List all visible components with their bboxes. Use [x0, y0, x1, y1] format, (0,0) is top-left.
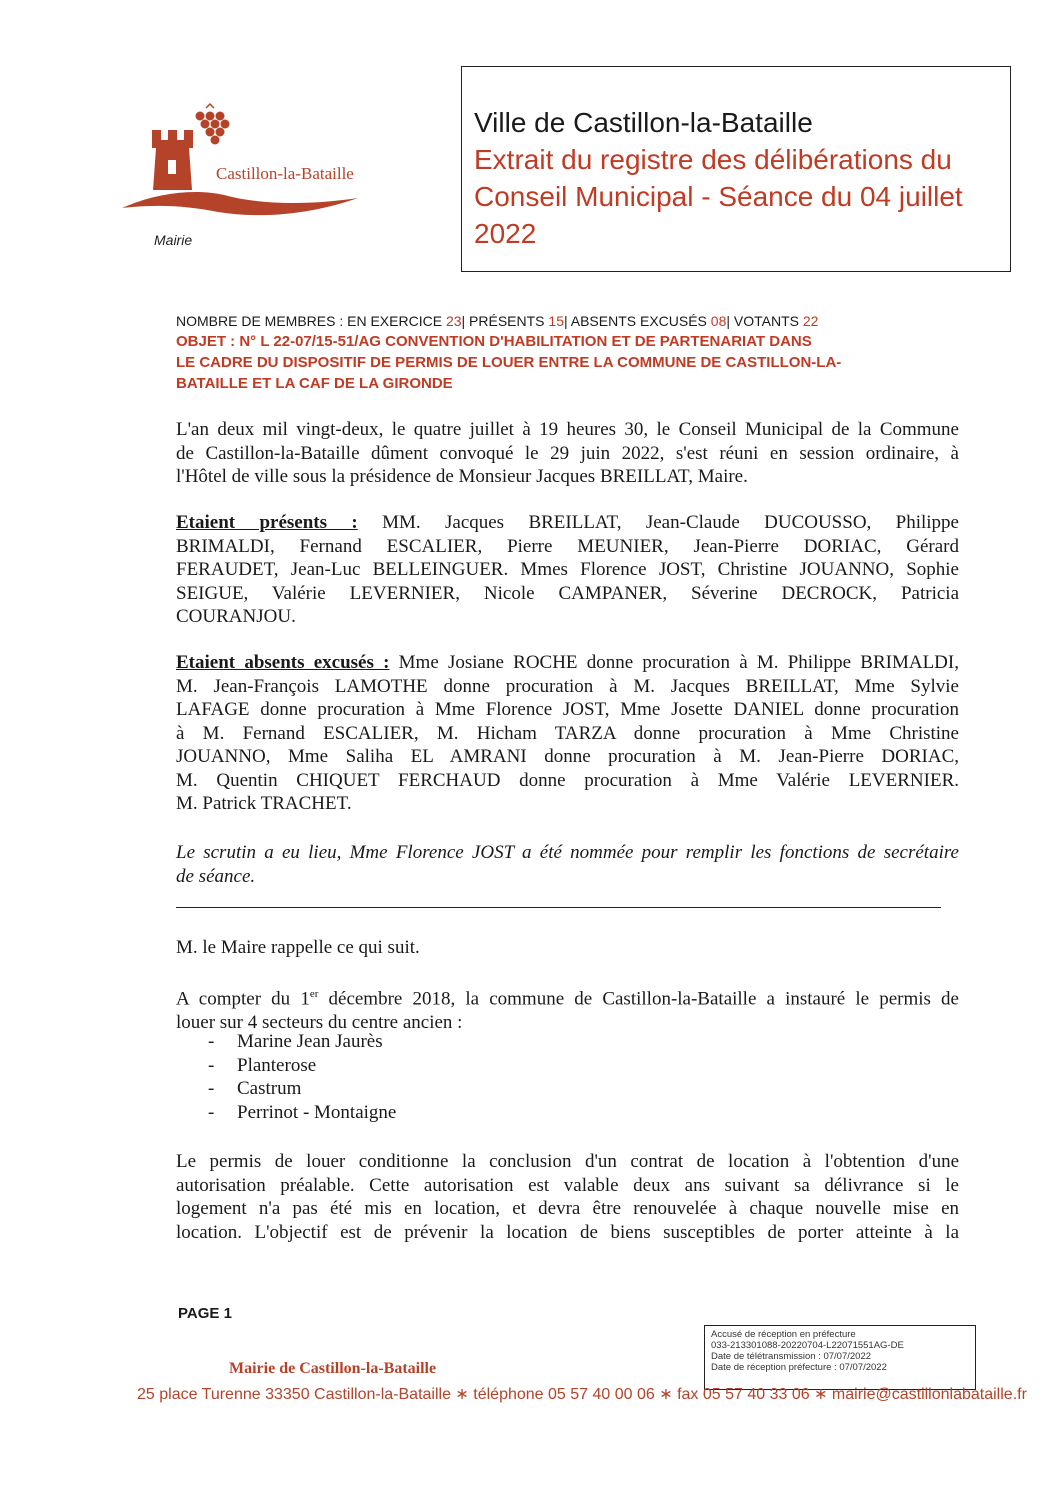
scrutin-paragraph: Le scrutin a eu lieu, Mme Florence JOST a été nommée pour remplir les fonctions de secrétaire de séance.	[176, 842, 959, 887]
rappel-text: M. le Maire rappelle ce qui suit.	[176, 937, 420, 958]
header-title-line3: 2022	[474, 218, 537, 249]
intro-paragraph: L'an deux mil vingt-deux, le quatre juillet à 19 heures 30, le Conseil Municipal de la Commune de Castillon-la-Bataille dûment convoqué le 29 juin 2022, s'est réuni en session ordinaire, à l'Hôtel de ville sous la présidence de Monsieur Jacques BREILLAT, Maire.	[176, 419, 959, 487]
absents-label: Etaient absents excusés :	[176, 652, 390, 673]
deliberation-subject: OBJET : N° L 22-07/15-51/AG CONVENTION D'HABILITATION ET DE PARTENARIAT DANS LE CADRE DU DISPOSITIF DE PERMIS DE LOUER ENTRE LA COMMUNE DE CASTILLON-LA- BATAILLE ET LA CAF DE LA GIRONDE	[176, 333, 842, 392]
members-count: NOMBRE DE MEMBRES : EN EXERCICE 23| PRÉSENTS 15| ABSENTS EXCUSÉS 08| VOTANTS 22	[176, 313, 819, 329]
compter-paragraph: A compter du 1er décembre 2018, la commune de Castillon-la-Bataille a instauré le permis de louer sur 4 secteurs du centre ancien :	[176, 988, 959, 1033]
footer-title: Mairie de Castillon-la-Bataille	[229, 1360, 437, 1377]
permis-paragraph: Le permis de louer conditionne la conclusion d'un contrat de location à l'obtention d'une autorisation préalable. Cette autorisation est valable deux ans suivant sa délivrance si le logement n'a pas été mis en location, et devra être renouvelée à chaque nouvelle mise en location. L'objectif est de prévenir la location de biens susceptibles de porter atteinte à la	[176, 1151, 959, 1243]
presents-paragraph: Etaient présents : MM. Jacques BREILLAT, Jean-Claude DUCOUSSO, Philippe BRIMALDI, Fernand ESCALIER, Pierre MEUNIER, Jean-Pierre DORIAC, Gérard FERAUDET, Jean-Luc BELLEINGUER. Mmes Florence JOST, Christine JOUANNO, Sophie SEIGUE, Valérie LEVERNIER, Nicole CAMPANER, Séverine DECROCK, Patricia COURANJOU.	[176, 512, 959, 627]
list-item: - Marine Jean Jaurès	[208, 1030, 396, 1054]
presents-label: Etaient présents :	[176, 512, 358, 533]
prefecture-stamp: Accusé de réception en préfecture 033-213301088-20220704-L22071551AG-DE Date de télétransmission : 07/07/2022 Date de réception préfecture : 07/07/2022	[704, 1325, 976, 1390]
header-title-line2: Conseil Municipal - Séance du 04 juillet	[474, 181, 963, 212]
members-presents: 15	[548, 313, 564, 329]
absents-paragraph: Etaient absents excusés : Mme Josiane ROCHE donne procuration à M. Philippe BRIMALDI, M. Jean-François LAMOTHE donne procuration à M. Jacques BREILLAT, Mme Sylvie LAFAGE donne procuration à Mme Florence JOST, Mme Josette DANIEL donne procuration à M. Fernand ESCALIER, M. Hicham TARZA donne procuration à Mme Christine JOUANNO, Mme Saliha EL AMRANI donne procuration à M. Jean-Pierre DORIAC, M. Quentin CHIQUET FERCHAUD donne procuration à Mme Valérie LEVERNIER. M. Patrick TRACHET.	[176, 652, 959, 814]
list-item: - Perrinot - Montaigne	[208, 1101, 396, 1125]
members-votants: 22	[802, 313, 819, 329]
logo-name: Castillon-la-Bataille	[216, 164, 354, 183]
logo-subtitle: Mairie	[154, 232, 193, 248]
footer-address: 25 place Turenne 33350 Castillon-la-Bataille ∗ téléphone 05 57 40 00 06 ∗ fax 05 57 40 33 06 ∗ mairie@castillonlabataille.fr	[137, 1386, 1027, 1403]
header-city: Ville de Castillon-la-Bataille	[474, 107, 813, 138]
separator-line	[176, 907, 941, 908]
members-absents: 08	[710, 313, 727, 329]
members-exercice: 23	[445, 313, 462, 329]
secteurs-list	[208, 1030, 396, 1124]
header-box	[461, 66, 1011, 272]
header-title-line1: Extrait du registre des délibérations du	[474, 144, 952, 175]
list-item: - Planterose	[208, 1054, 396, 1078]
page-number: PAGE 1	[178, 1305, 232, 1322]
grapes-icon	[196, 112, 230, 145]
list-item: - Castrum	[208, 1077, 396, 1101]
